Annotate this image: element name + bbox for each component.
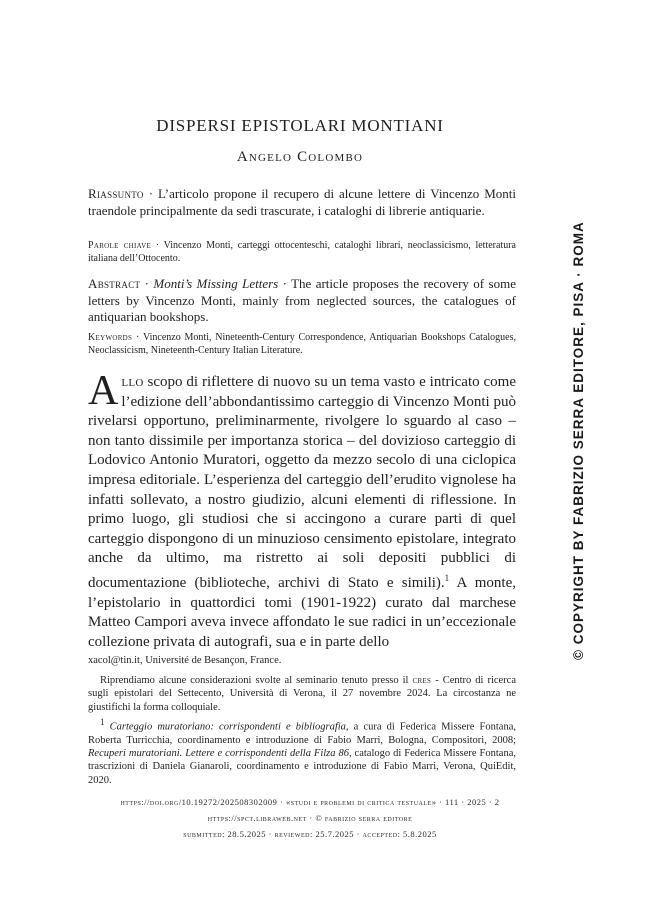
footnote-1 xyxy=(88,716,516,787)
riassunto-label: Riassunto xyxy=(88,186,144,201)
website-line[interactable]: https://spct.libraweb.net · © fabrizio serra editore xyxy=(207,813,413,823)
riassunto xyxy=(88,186,516,219)
abstract xyxy=(88,276,516,326)
abstract-label: Abstract xyxy=(88,276,141,291)
lead-in: llo xyxy=(121,374,144,390)
side-copyright: © COPYRIGHT BY FABRIZIO SERRA EDITORE, PISA · ROMA xyxy=(571,221,586,660)
footnote-text-1: , a cura di Federica Missere Fontana, Roberta Turricchia, coordinamento e introduzione di Fabio Marri, Bologna, Compositori, 2008; xyxy=(88,721,516,746)
article-title: DISPERSI EPISTOLARI MONTIANI xyxy=(156,116,444,135)
riassunto-separator: · xyxy=(143,186,158,201)
footnote-reference[interactable]: 1 xyxy=(444,572,450,583)
body-paragraph: scopo di riflettere di nuovo su un tema vasto e intricato come l’edizione dell’abbondantissimo carteggio di Vincenzo Monti può rivelarsi opportuno, preliminarmente, rivolgere lo sguardo al caso – non tanto dissimile per importanza storica – del dovizioso carteggio di Lodovico Antonio Muratori, oggetto da mezzo secolo di una ciclopica impresa editoriale. L’esperienza del carteggio dell’erudito vignolese ha infatti sollevato, a nostro giudizio, alcuni elementi di riflessione. In primo luogo, gli studiosi che si accingono a curare parti di quel carteggio dispongono di un minuzioso censimento epistolare, integrato anche da ultimo, ma ristretto ai soli depositi pubblici di documentazione (biblioteche, archivi di Stato e simili). xyxy=(88,374,516,591)
footnote-title-2: Recuperi muratoriani. Lettere e corrispondenti della Filza 86 xyxy=(88,748,349,760)
abstract-separator-2: · xyxy=(278,276,292,291)
keywords-label: Keywords xyxy=(88,332,133,343)
body-text xyxy=(88,368,517,652)
parole-chiave-label: Parole chiave xyxy=(88,240,152,251)
body-paragraph-continued: A monte, l’epistolario in quattordici tomi (1901-1922) curato dal marchese Matteo Campori aveva invece affondato le sue radici in un’eccezionale collezione privata di autografi, sua e in parte dello xyxy=(88,574,517,650)
abstract-separator: · xyxy=(140,276,154,291)
footnote-title-1: Carteggio muratoriano: corrispondenti e bibliografia xyxy=(109,721,346,733)
keywords-text: Vincenzo Monti, Nineteenth-Century Correspondence, Antiquarian Bookshops Catalogues, Neoclassicism, Nineteenth-Century Italian Literature. xyxy=(88,332,516,356)
acknowledgement-text-2: - Centro di ricerca sugli epistolari del Settecento, Università di Verona, il 27 novembre 2024. La circostanza ne giustifichi la forma colloquiale. xyxy=(88,675,517,713)
article-author: Angelo Colombo xyxy=(236,149,364,165)
acknowledgement-text: Riprendiamo alcune considerazioni svolte al seminario tenuto presso il xyxy=(100,675,413,686)
submission-dates: submitted: 28.5.2025 · reviewed: 25.7.2025 · accepted: 5.8.2025 xyxy=(183,829,437,839)
cres-acronym: cres xyxy=(412,675,432,686)
keywords xyxy=(88,332,516,357)
doi-line[interactable]: https://doi.org/10.19272/202508302009 · «studi e problemi di critica testuale» · 111 · 2025 · 2 xyxy=(120,797,500,807)
parole-chiave-text: Vincenzo Monti, carteggi ottocenteschi, cataloghi librari, neoclassicismo, letteratura italiana dell’Ottocento. xyxy=(88,240,516,264)
keywords-separator: · xyxy=(132,332,143,343)
riassunto-text: L’articolo propone il recupero di alcune lettere di Vincenzo Monti traendole principalmente da sedi trascurate, i cataloghi di librerie antiquarie. xyxy=(88,186,516,218)
footnote-number: 1 xyxy=(100,717,105,727)
abstract-text: The article proposes the recovery of some letters by Vincenzo Monti, mainly from neglected sources, the catalogues of antiquarian bookshops. xyxy=(88,276,516,324)
parole-chiave xyxy=(88,240,516,265)
acknowledgement-note xyxy=(88,674,516,714)
drop-cap: A xyxy=(88,368,119,414)
abstract-title: Monti’s Missing Letters xyxy=(153,276,279,291)
footnote-text-2: , catalogo di Federica Missere Fontana, trascrizioni di Daniela Gianaroli, coordinamento e introduzione di Fabio Marri, Verona, QuiEdit, 2020. xyxy=(88,748,516,786)
parole-chiave-separator: · xyxy=(151,240,164,251)
author-affiliation: xacol@tin.it, Université de Besançon, France. xyxy=(88,655,282,666)
